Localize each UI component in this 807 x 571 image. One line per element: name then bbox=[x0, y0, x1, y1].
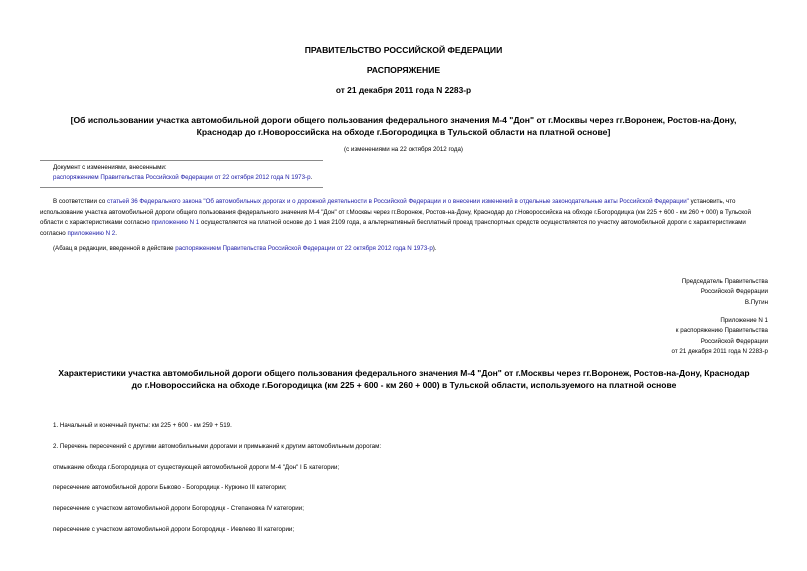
subject-line-2: Краснодар до г.Новороссийска на обходе г.Богородицка в Тульской области на платной основе] bbox=[196, 127, 611, 137]
appendix-title-line-1: Характеристики участка автомобильной дороги общего пользования федерального значения М-4 "Дон" от г.Москвы через гг.Воронеж, Ростов-на-Дону, Краснодар bbox=[58, 368, 750, 378]
divider-bottom bbox=[40, 187, 323, 188]
document-date-number: от 21 декабря 2011 года N 2283-р bbox=[335, 85, 472, 95]
appendix-title-line-2: до г.Новороссийска на обходе г.Богородицка (км 225 + 600 - км 260 + 000) в Тульской области, используемого на платной основе bbox=[131, 380, 677, 390]
list-item: пересечение с участком автомобильной дороги Богородицк - Степановка IV категории; bbox=[53, 505, 304, 512]
divider-top bbox=[40, 160, 323, 161]
amendments-label: Документ с изменениями, внесенными: bbox=[53, 164, 167, 171]
list-item: пересечение с участком автомобильной дороги Богородицк - Иевлево III категории; bbox=[53, 526, 295, 533]
amendment-link-suffix: . bbox=[310, 174, 313, 181]
appendix-reference-block bbox=[508, 316, 768, 357]
signature-name: В.Путин bbox=[744, 298, 768, 306]
p2-text-a: (Абзац в редакции, введенной в действие bbox=[53, 245, 176, 252]
changes-note: (с изменениями на 22 октября 2012 года) bbox=[344, 146, 463, 153]
amendments-link-line bbox=[53, 173, 312, 183]
signature-block bbox=[508, 277, 768, 308]
amendments-block bbox=[53, 163, 312, 183]
document-type-heading: РАСПОРЯЖЕНИЕ bbox=[366, 65, 441, 75]
list-item: пересечение автомобильной дороги Быково - Богородицк - Куркино III категории; bbox=[53, 484, 287, 491]
appendix-ref-org: Российской Федерации bbox=[700, 337, 768, 345]
list-item: 2. Перечень пересечений с другими автомобильными дорогами и примыканий к другим автомобильным дорогам: bbox=[53, 443, 382, 450]
p1-text-d: . bbox=[115, 229, 117, 237]
appendix-ref-number: Приложение N 1 bbox=[720, 317, 768, 324]
amendment-link[interactable]: распоряжением Правительства Российской Федерации от 22 октября 2012 года N 1973-р bbox=[53, 174, 311, 181]
appendix-title bbox=[40, 367, 768, 391]
appendix-ref-date: от 21 декабря 2011 года N 2283-р bbox=[671, 347, 768, 355]
government-heading: ПРАВИТЕЛЬСТВО РОССИЙСКОЙ ФЕДЕРАЦИИ bbox=[304, 45, 503, 55]
appendix-2-link[interactable]: приложению N 2 bbox=[67, 229, 116, 237]
signature-org: Российской Федерации bbox=[700, 288, 768, 296]
list-item: отмыкание обхода г.Богородицка от существующей автомобильной дороги М-4 "Дон" I Б категории; bbox=[53, 464, 340, 471]
p2-text-b: ). bbox=[432, 245, 437, 252]
p1-text-b: установить, что использование участка автомобильной дороги общего пользования федерального значения М-4 "Дон" от г.Москвы через гг.Воронеж, Ростов-на-Дону, Краснодар до г.Новороссийска на обходе г.Богородицка (км 225 + 600 - км 260 + 000) в Тульской области с характеристиками согласно bbox=[40, 198, 751, 227]
subject-line-1: [Об использовании участка автомобильной дороги общего пользования федерального значения М-4 "Дон" от г.Москвы через гг.Воронеж, Ростов-на-Дону, bbox=[70, 115, 737, 125]
signature-title: Председатель Правительства bbox=[681, 278, 768, 285]
list-item: 1. Начальный и конечный пункты: км 225 + 600 - км 259 + 519. bbox=[53, 422, 232, 429]
appendix-1-link[interactable]: приложению N 1 bbox=[151, 219, 200, 227]
body-paragraph-1 bbox=[40, 197, 768, 239]
appendix-ref-to: к распоряжению Правительства bbox=[675, 327, 768, 335]
amendment-link-2[interactable]: распоряжением Правительства Российской Федерации от 22 октября 2012 года N 1973-р bbox=[175, 245, 433, 252]
p1-text-a: В соответствии со bbox=[53, 198, 107, 205]
body-paragraph-2 bbox=[40, 244, 768, 255]
law-article-link[interactable]: статьей 36 Федерального закона "Об автомобильных дорогах и о дорожной деятельности в Российской Федерации и о внесении изменений в отдельные законодательные акты Российской Федерации" bbox=[106, 198, 689, 205]
p1-text-c: осуществляется на платной основе до 1 мая 2109 года, а альтернативный бесплатный проезд транспортных средств осуществляется по участку автомобильной дороги с характеристиками согласно bbox=[40, 219, 746, 237]
document-subject bbox=[0, 114, 807, 138]
